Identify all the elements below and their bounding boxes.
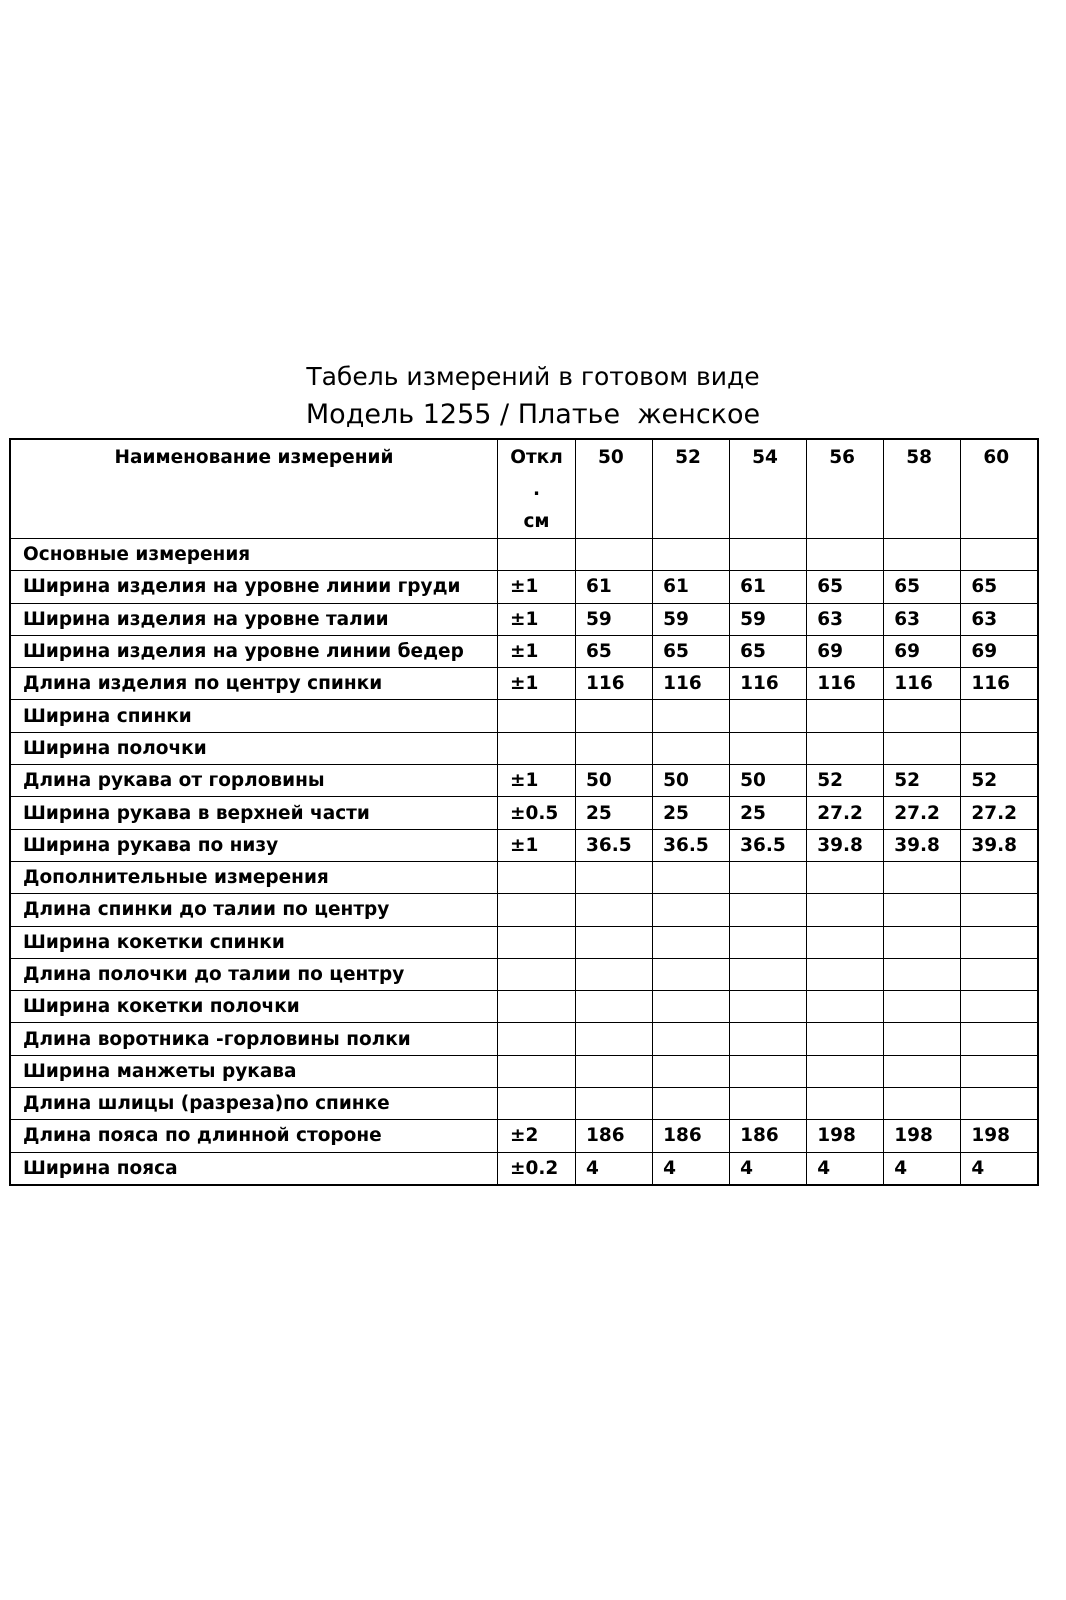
header-size: 56 <box>807 439 884 539</box>
size-value-cell <box>961 1088 1038 1120</box>
size-value-cell <box>961 894 1038 926</box>
measurement-name: Длина изделия по центру спинки <box>10 668 497 700</box>
size-value-cell <box>884 1055 961 1087</box>
tolerance-cell <box>497 700 575 732</box>
size-value-cell: 4 <box>807 1152 884 1185</box>
size-value-cell <box>884 958 961 990</box>
measurement-name: Ширина пояса <box>10 1152 497 1185</box>
tolerance-cell <box>497 894 575 926</box>
table-row <box>10 1055 1038 1087</box>
size-value-cell: 69 <box>884 635 961 667</box>
header-size: 60 <box>961 439 1038 539</box>
size-value-cell <box>576 1023 653 1055</box>
size-value-cell <box>576 958 653 990</box>
header-tolerance-line2: . <box>532 479 541 500</box>
size-value-cell: 25 <box>730 797 807 829</box>
size-value-cell: 61 <box>653 571 730 603</box>
size-value-cell: 39.8 <box>807 829 884 861</box>
measurement-name: Длина пояса по длинной стороне <box>10 1120 497 1152</box>
tolerance-cell: ±0.5 <box>497 797 575 829</box>
table-row <box>10 829 1038 861</box>
size-value-cell: 116 <box>961 668 1038 700</box>
size-value-cell: 198 <box>807 1120 884 1152</box>
size-value-cell <box>807 1055 884 1087</box>
size-value-cell <box>807 894 884 926</box>
size-value-cell <box>807 539 884 571</box>
size-value-cell <box>653 1055 730 1087</box>
table-row <box>10 1088 1038 1120</box>
size-value-cell: 50 <box>653 765 730 797</box>
table-row <box>10 635 1038 667</box>
size-value-cell <box>576 1088 653 1120</box>
size-value-cell <box>653 1088 730 1120</box>
size-value-cell: 116 <box>884 668 961 700</box>
size-value-cell: 116 <box>807 668 884 700</box>
measurement-name: Ширина рукава в верхней части <box>10 797 497 829</box>
table-row <box>10 668 1038 700</box>
size-value-cell: 65 <box>807 571 884 603</box>
size-value-cell <box>884 926 961 958</box>
size-value-cell: 36.5 <box>653 829 730 861</box>
size-value-cell <box>961 1023 1038 1055</box>
size-value-cell: 59 <box>576 603 653 635</box>
table-row <box>10 797 1038 829</box>
size-value-cell <box>730 861 807 893</box>
size-value-cell: 59 <box>653 603 730 635</box>
size-value-cell <box>961 958 1038 990</box>
size-value-cell <box>653 1023 730 1055</box>
size-value-cell <box>807 1023 884 1055</box>
header-tolerance-line1: Откл <box>510 447 563 468</box>
table-row <box>10 991 1038 1023</box>
size-value-cell <box>807 1088 884 1120</box>
table-row <box>10 571 1038 603</box>
tolerance-cell: ±0.2 <box>497 1152 575 1185</box>
size-value-cell <box>807 861 884 893</box>
table-row <box>10 732 1038 764</box>
page-title: Табель измерений в готовом виде <box>306 362 760 391</box>
size-value-cell: 39.8 <box>961 829 1038 861</box>
size-value-cell: 116 <box>576 668 653 700</box>
size-value-cell: 27.2 <box>961 797 1038 829</box>
size-value-cell: 4 <box>730 1152 807 1185</box>
size-value-cell <box>807 732 884 764</box>
size-value-cell: 198 <box>961 1120 1038 1152</box>
size-value-cell: 65 <box>653 635 730 667</box>
tolerance-cell: ±2 <box>497 1120 575 1152</box>
size-value-cell <box>807 991 884 1023</box>
title-block <box>0 358 1066 434</box>
size-value-cell: 186 <box>653 1120 730 1152</box>
measurement-name: Длина воротника -горловины полки <box>10 1023 497 1055</box>
size-value-cell <box>807 700 884 732</box>
size-value-cell <box>653 861 730 893</box>
size-value-cell: 50 <box>576 765 653 797</box>
size-value-cell <box>884 700 961 732</box>
size-value-cell: 27.2 <box>807 797 884 829</box>
size-value-cell: 186 <box>576 1120 653 1152</box>
size-value-cell: 198 <box>884 1120 961 1152</box>
size-value-cell <box>884 861 961 893</box>
size-value-cell: 52 <box>807 765 884 797</box>
size-value-cell: 116 <box>730 668 807 700</box>
size-value-cell <box>884 1023 961 1055</box>
size-value-cell <box>730 894 807 926</box>
tolerance-cell <box>497 926 575 958</box>
size-value-cell: 65 <box>884 571 961 603</box>
tolerance-cell <box>497 1055 575 1087</box>
size-value-cell: 4 <box>961 1152 1038 1185</box>
measurement-name: Ширина полочки <box>10 732 497 764</box>
tolerance-cell <box>497 1023 575 1055</box>
size-value-cell <box>961 861 1038 893</box>
tolerance-cell <box>497 539 575 571</box>
tolerance-cell <box>497 861 575 893</box>
size-value-cell: 63 <box>884 603 961 635</box>
header-tolerance <box>497 439 575 539</box>
size-value-cell: 69 <box>961 635 1038 667</box>
tolerance-cell <box>497 1088 575 1120</box>
size-value-cell <box>730 1055 807 1087</box>
size-value-cell <box>961 1055 1038 1087</box>
size-value-cell: 65 <box>730 635 807 667</box>
table-row <box>10 1120 1038 1152</box>
header-measurement-name: Наименование измерений <box>10 439 497 539</box>
size-value-cell <box>576 700 653 732</box>
size-value-cell: 186 <box>730 1120 807 1152</box>
size-value-cell <box>730 1023 807 1055</box>
size-value-cell <box>576 991 653 1023</box>
size-value-cell: 116 <box>653 668 730 700</box>
size-value-cell <box>961 991 1038 1023</box>
size-value-cell: 4 <box>884 1152 961 1185</box>
size-value-cell: 52 <box>961 765 1038 797</box>
page-subtitle: Модель 1255 / Платье женское <box>305 399 761 430</box>
tolerance-cell: ±1 <box>497 571 575 603</box>
header-tolerance-line3: см <box>523 511 550 532</box>
measurements-table <box>9 438 1039 1186</box>
header-size: 54 <box>730 439 807 539</box>
tolerance-cell <box>497 732 575 764</box>
size-value-cell <box>807 926 884 958</box>
size-value-cell: 25 <box>576 797 653 829</box>
table-row <box>10 894 1038 926</box>
size-value-cell <box>730 732 807 764</box>
size-value-cell: 59 <box>730 603 807 635</box>
size-value-cell <box>961 926 1038 958</box>
size-value-cell <box>730 539 807 571</box>
size-value-cell <box>730 926 807 958</box>
size-value-cell: 4 <box>576 1152 653 1185</box>
size-value-cell <box>730 1088 807 1120</box>
measurement-name: Ширина кокетки спинки <box>10 926 497 958</box>
size-value-cell <box>653 926 730 958</box>
size-value-cell <box>576 861 653 893</box>
size-value-cell: 65 <box>576 635 653 667</box>
measurement-name: Длина спинки до талии по центру <box>10 894 497 926</box>
table-row <box>10 861 1038 893</box>
size-value-cell <box>884 991 961 1023</box>
table-row <box>10 958 1038 990</box>
measurement-name: Длина шлицы (разреза)по спинке <box>10 1088 497 1120</box>
size-value-cell: 25 <box>653 797 730 829</box>
tolerance-cell: ±1 <box>497 603 575 635</box>
size-value-cell: 65 <box>961 571 1038 603</box>
tolerance-cell: ±1 <box>497 635 575 667</box>
table-row <box>10 1152 1038 1185</box>
size-value-cell <box>576 539 653 571</box>
tolerance-cell <box>497 991 575 1023</box>
table-body <box>10 539 1038 1185</box>
size-value-cell <box>961 539 1038 571</box>
measurement-name: Ширина изделия на уровне линии бедер <box>10 635 497 667</box>
table-row <box>10 1023 1038 1055</box>
size-value-cell <box>884 732 961 764</box>
header-size: 52 <box>653 439 730 539</box>
table-row <box>10 926 1038 958</box>
table-row <box>10 539 1038 571</box>
size-value-cell: 4 <box>653 1152 730 1185</box>
size-value-cell <box>653 700 730 732</box>
size-value-cell: 69 <box>807 635 884 667</box>
size-value-cell: 63 <box>807 603 884 635</box>
size-value-cell <box>730 958 807 990</box>
size-value-cell <box>730 991 807 1023</box>
measurement-name: Длина рукава от горловины <box>10 765 497 797</box>
size-value-cell <box>653 894 730 926</box>
size-value-cell <box>653 539 730 571</box>
table-header-row <box>10 439 1038 539</box>
size-value-cell: 27.2 <box>884 797 961 829</box>
measurement-name: Основные измерения <box>10 539 497 571</box>
size-value-cell <box>653 958 730 990</box>
tolerance-cell: ±1 <box>497 765 575 797</box>
size-value-cell: 50 <box>730 765 807 797</box>
measurement-name: Ширина кокетки полочки <box>10 991 497 1023</box>
header-size: 58 <box>884 439 961 539</box>
measurement-name: Ширина спинки <box>10 700 497 732</box>
size-value-cell <box>884 1088 961 1120</box>
size-value-cell: 52 <box>884 765 961 797</box>
size-value-cell: 36.5 <box>576 829 653 861</box>
table-row <box>10 765 1038 797</box>
tolerance-cell: ±1 <box>497 829 575 861</box>
size-value-cell <box>807 958 884 990</box>
size-value-cell <box>961 732 1038 764</box>
size-value-cell: 61 <box>730 571 807 603</box>
size-value-cell <box>653 991 730 1023</box>
header-size: 50 <box>576 439 653 539</box>
tolerance-cell <box>497 958 575 990</box>
size-value-cell <box>576 926 653 958</box>
size-value-cell <box>961 700 1038 732</box>
size-value-cell <box>730 700 807 732</box>
size-value-cell <box>884 894 961 926</box>
table-row <box>10 603 1038 635</box>
measurement-name: Ширина изделия на уровне линии груди <box>10 571 497 603</box>
measurement-name: Ширина изделия на уровне талии <box>10 603 497 635</box>
table-row <box>10 700 1038 732</box>
size-value-cell <box>576 894 653 926</box>
measurement-name: Ширина манжеты рукава <box>10 1055 497 1087</box>
size-value-cell: 63 <box>961 603 1038 635</box>
tolerance-cell: ±1 <box>497 668 575 700</box>
size-value-cell: 39.8 <box>884 829 961 861</box>
size-value-cell <box>576 1055 653 1087</box>
size-value-cell: 36.5 <box>730 829 807 861</box>
measurement-name: Ширина рукава по низу <box>10 829 497 861</box>
size-value-cell: 61 <box>576 571 653 603</box>
measurement-name: Длина полочки до талии по центру <box>10 958 497 990</box>
size-value-cell <box>576 732 653 764</box>
measurement-name: Дополнительные измерения <box>10 861 497 893</box>
size-value-cell <box>653 732 730 764</box>
size-value-cell <box>884 539 961 571</box>
